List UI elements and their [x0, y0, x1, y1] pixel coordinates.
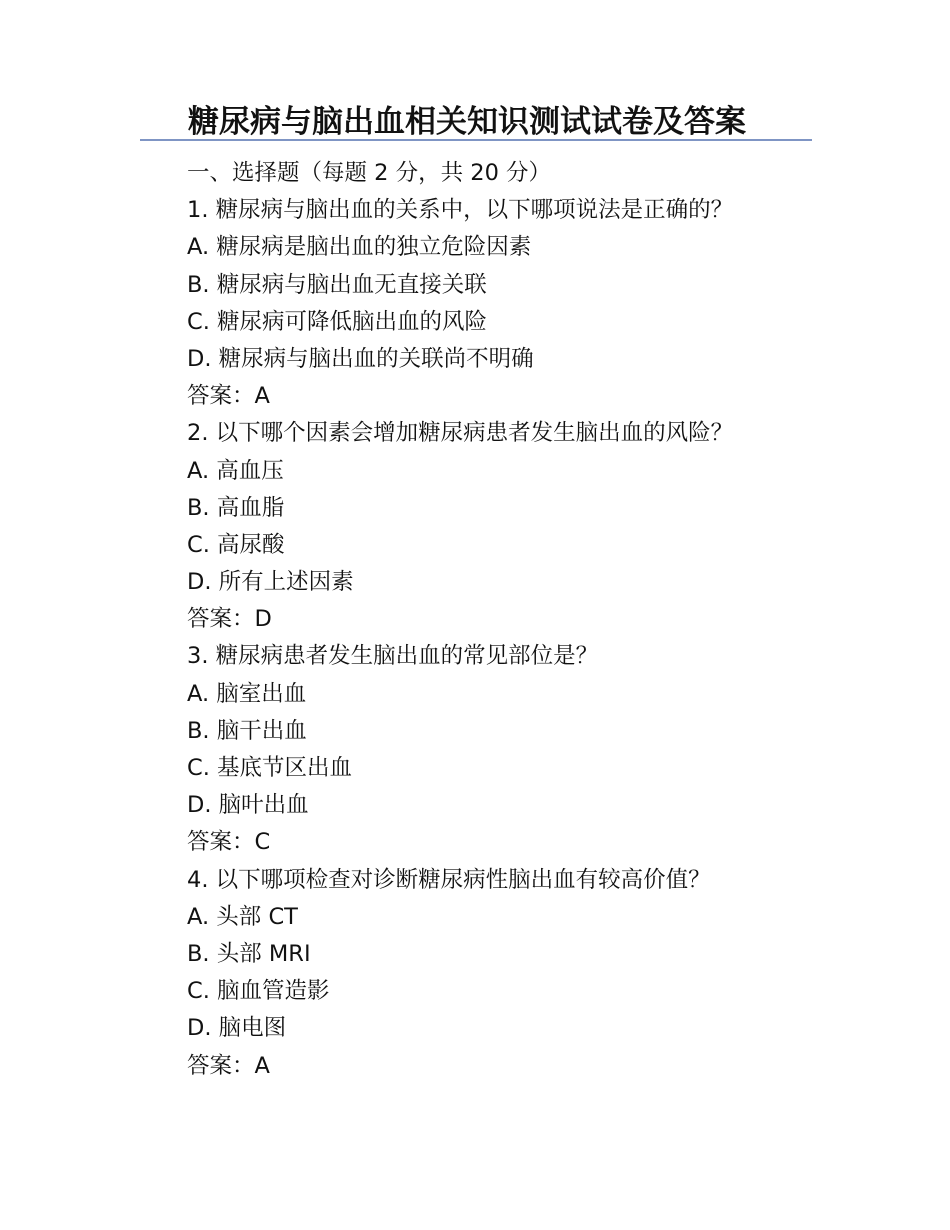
question-block-2	[187, 415, 907, 638]
document-title: 糖尿病与脑出血相关知识测试试卷及答案	[188, 104, 746, 140]
question-text: 4. 以下哪项检查对诊断糖尿病性脑出血有较高价值？	[187, 866, 711, 893]
option-a: A. 糖尿病是脑出血的独立危险因素	[187, 234, 532, 261]
option-a: A. 高血压	[187, 457, 284, 484]
option-a: A. 头部 CT	[187, 903, 298, 930]
question-block-1	[187, 192, 907, 415]
question-block-3	[187, 638, 907, 861]
answer-text: 答案：A	[187, 383, 270, 410]
option-d: D. 糖尿病与脑出血的关联尚不明确	[187, 345, 534, 372]
document-body	[187, 155, 907, 1085]
question-text: 2. 以下哪个因素会增加糖尿病患者发生脑出血的风险？	[187, 420, 734, 447]
option-b: B. 脑干出血	[187, 717, 307, 744]
option-c: C. 高尿酸	[187, 531, 285, 558]
option-d: D. 脑电图	[187, 1015, 287, 1042]
answer-text: 答案：D	[187, 606, 272, 633]
title-underline	[140, 139, 812, 141]
option-a: A. 脑室出血	[187, 680, 307, 707]
option-d: D. 所有上述因素	[187, 569, 354, 596]
section-heading: 一、选择题（每题 2 分，共 20 分）	[187, 160, 552, 186]
option-c: C. 脑血管造影	[187, 978, 330, 1005]
question-text: 1. 糖尿病与脑出血的关系中，以下哪项说法是正确的？	[187, 197, 734, 224]
question-block-4	[187, 862, 907, 1085]
option-d: D. 脑叶出血	[187, 792, 309, 819]
option-b: B. 高血脂	[187, 494, 285, 521]
option-c: C. 基底节区出血	[187, 755, 353, 781]
title-block	[140, 100, 812, 142]
question-text: 3. 糖尿病患者发生脑出血的常见部位是？	[187, 643, 599, 670]
option-c: C. 糖尿病可降低脑出血的风险	[187, 308, 488, 335]
option-b: B. 糖尿病与脑出血无直接关联	[187, 271, 487, 298]
answer-text: 答案：C	[187, 829, 271, 856]
answer-text: 答案：A	[187, 1052, 270, 1079]
option-b: B. 头部 MRI	[187, 940, 311, 967]
